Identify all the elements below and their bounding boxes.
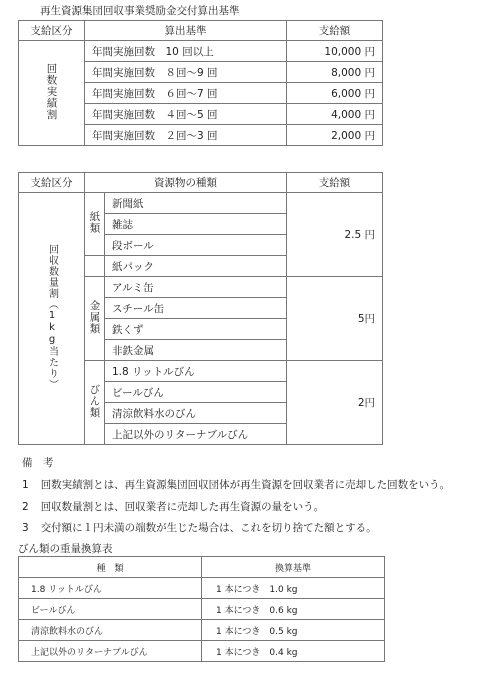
item-cell: 段ボール <box>105 235 287 256</box>
category-cell <box>19 193 85 445</box>
type-cell: 清涼飲料水のびん <box>19 620 202 641</box>
notes-heading: 備 考 <box>22 457 54 469</box>
item-cell: アルミ缶 <box>105 277 287 298</box>
table3-title: びん類の重量換算表 <box>18 543 113 555</box>
amount-cell: 2,000 円 <box>287 125 383 146</box>
type-cell: 1.8 リットルびん <box>19 578 202 599</box>
type-cell: 上記以外のリターナブルびん <box>19 641 202 662</box>
header-type: 種 類 <box>19 557 202 578</box>
header-basis: 換算基準 <box>202 557 385 578</box>
amount-cell: 10,000 円 <box>287 41 383 62</box>
basis-cell: 1 本につき 0.6 kg <box>202 599 385 620</box>
table1-title: 再生資源集団回収事業奨励金交付算出基準 <box>40 5 240 17</box>
header-category: 支給区分 <box>19 173 85 193</box>
category-label: 回収数量割（1kg当たり） <box>46 244 58 390</box>
header-basis: 算出基準 <box>85 21 287 41</box>
header-amount: 支給額 <box>287 173 383 193</box>
note-item <box>22 477 450 492</box>
basis-cell: 1 本につき 0.5 kg <box>202 620 385 641</box>
basis-cell: 年間実施回数 ８回～9 回 <box>85 62 287 83</box>
group-label: 金属類 <box>88 299 101 335</box>
category-label: 回数実績割 <box>45 62 58 121</box>
group-label: 紙類 <box>88 211 101 234</box>
note-text: 回数実績割とは、再生資源集団回収団体が再生資源を回収業者に売却した回数をいう。 <box>40 479 451 491</box>
basis-cell: 年間実施回数 ４回～5 回 <box>85 104 287 125</box>
basis-cell: 年間実施回数 ６回～7 回 <box>85 83 287 104</box>
item-cell: 非鉄金属 <box>105 340 287 361</box>
amount-cell: 6,000 円 <box>287 83 383 104</box>
group-cell <box>85 277 105 361</box>
group-cell <box>85 361 105 445</box>
type-cell: ビールびん <box>19 599 202 620</box>
amount-cell: 8,000 円 <box>287 62 383 83</box>
group-cell-empty <box>85 256 105 277</box>
item-cell: ビールびん <box>105 382 287 403</box>
item-cell: 鉄くず <box>105 319 287 340</box>
bottle-weight-table <box>18 556 385 662</box>
note-number: 3 <box>22 522 29 534</box>
item-cell: 雑誌 <box>105 214 287 235</box>
item-cell: 上記以外のリターナブルびん <box>105 424 287 445</box>
header-type: 資源物の種類 <box>85 173 287 193</box>
note-text: 交付額に１円未満の端数が生じた場合は、これを切り捨てた額とする。 <box>40 522 377 534</box>
item-cell: スチール缶 <box>105 298 287 319</box>
item-cell: 新聞紙 <box>105 193 287 214</box>
basis-cell: 年間実施回数 10 回以上 <box>85 41 287 62</box>
note-number: 2 <box>22 501 29 513</box>
item-cell: 紙パック <box>105 256 287 277</box>
amount-cell: 2円 <box>287 361 383 445</box>
frequency-table <box>18 20 383 146</box>
header-category: 支給区分 <box>19 21 85 41</box>
basis-cell: 1 本につき 1.0 kg <box>202 578 385 599</box>
note-number: 1 <box>22 479 29 491</box>
group-cell <box>85 193 105 256</box>
amount-cell: 2.5 円 <box>287 193 383 277</box>
group-label: びん類 <box>88 383 101 419</box>
note-item <box>22 520 377 535</box>
basis-cell: 年間実施回数 ２回～3 回 <box>85 125 287 146</box>
quantity-table <box>18 172 383 445</box>
note-item <box>22 499 324 514</box>
header-amount: 支給額 <box>287 21 383 41</box>
amount-cell: 5円 <box>287 277 383 361</box>
note-text: 回収数量割とは、回収業者に売却した再生資源の量をいう。 <box>40 501 325 513</box>
category-cell <box>19 41 85 146</box>
amount-cell: 4,000 円 <box>287 104 383 125</box>
basis-cell: 1 本につき 0.4 kg <box>202 641 385 662</box>
item-cell: 清涼飲料水のびん <box>105 403 287 424</box>
item-cell: 1.8 リットルびん <box>105 361 287 382</box>
